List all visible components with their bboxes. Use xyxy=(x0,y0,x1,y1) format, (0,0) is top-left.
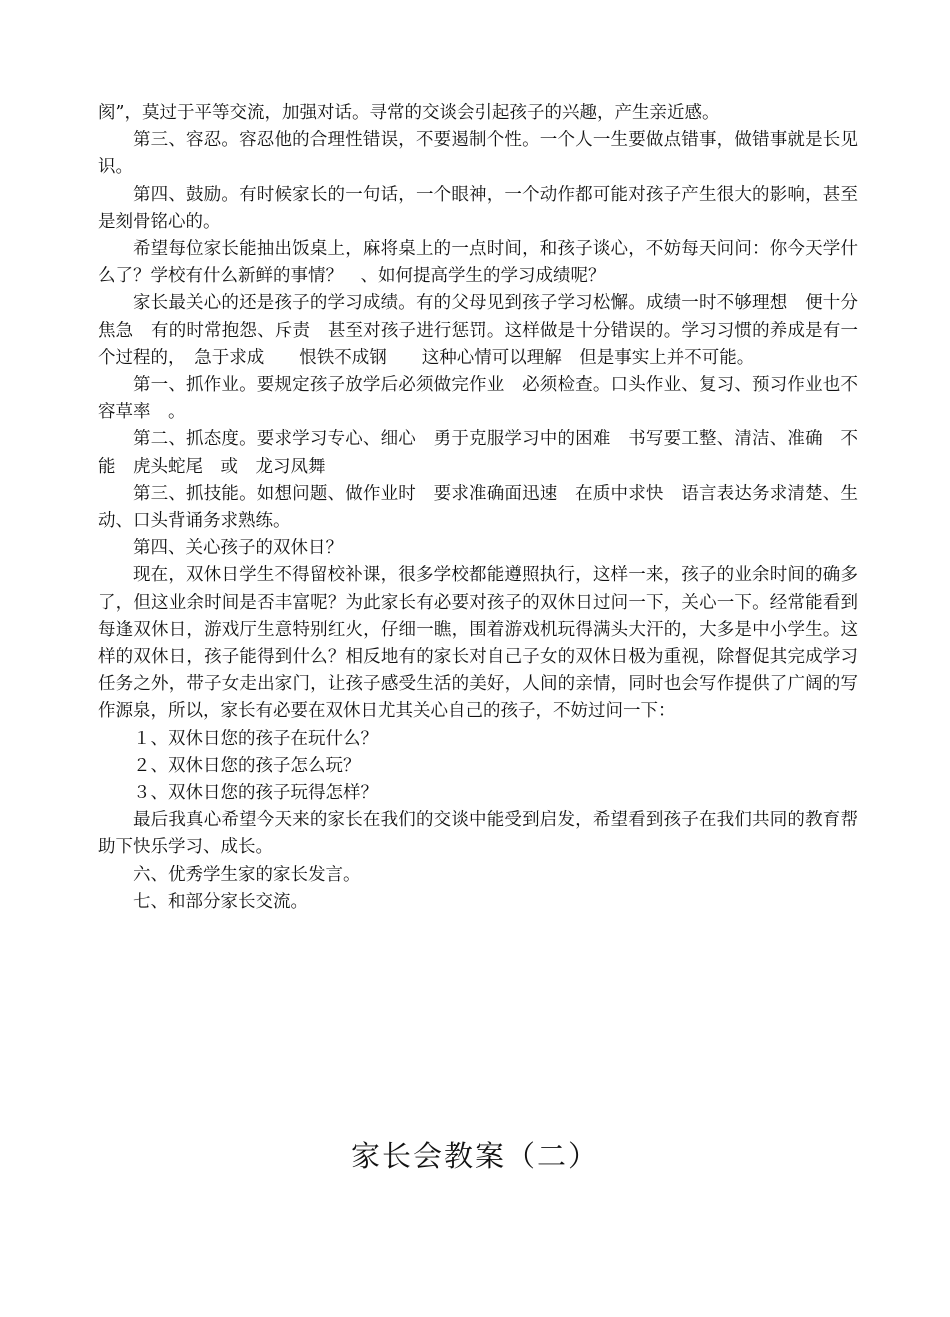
list-item-1: １、双休日您的孩子在玩什么？ xyxy=(133,728,378,749)
section-seven: 七、和部分家长交流。 xyxy=(133,891,308,912)
paragraph-7: 第二、抓态度。要求学习专心、细心 勇于克服学习中的困难 书写要工整、清洁、准确 不能 虎头蛇尾 或 龙习凤舞 xyxy=(98,429,858,477)
paragraph-10: 现在，双休日学生不得留校补课，很多学校都能遵照执行，这样一来，孩子的业余时间的确多了，但这业余时间是否丰富呢？为此家长有必要对孩子的双休日过问一下，关心一下。经常能看到每逢双休日，游戏厅生意特别红火，仔细一瞧，围着游戏机玩得满头大汗的，大多是中小学生。这样的双休日，孩子能得到什么？相反地有的家长对自己子女的双休日极为重视，除督促其完成学习任务之外，带子女走出家门，让孩子感受生活的美好，人间的亲情，同时也会写作提供了广阔的写作源泉，所以，家长有必要在双休日尤其关心自己的孩子，不妨过问一下： xyxy=(98,565,858,722)
paragraph-5: 家长最关心的还是孩子的学习成绩。有的父母见到孩子学习松懈。成绩一时不够理想 便十分焦急 有的时常抱怨、斥责 甚至对孩子进行惩罚。这样做是十分错误的。学习习惯的养成是有一个过程的， 急于求成 恨铁不成钢 这种心情可以理解 但是事实上并不可能。 xyxy=(98,293,858,368)
paragraph-4: 希望每位家长能抽出饭桌上，麻将桌上的一点时间，和孩子谈心，不妨每天问问：你今天学什么了？学校有什么新鲜的事情？ 、如何提高学生的学习成绩呢？ xyxy=(98,239,858,287)
list-item-3: ３、双休日您的孩子玩得怎样？ xyxy=(133,783,378,804)
paragraph-2: 第三、容忍。容忍他的合理性错误，不要遏制个性。一个人一生要做点错事，做错事就是长见识。 xyxy=(98,130,858,178)
list-item-2: ２、双休日您的孩子怎么玩？ xyxy=(133,755,361,776)
paragraph-6: 第一、抓作业。要规定孩子放学后必须做完作业 必须检查。口头作业、复习、预习作业也不容草率 。 xyxy=(98,375,858,423)
body-text xyxy=(98,100,858,916)
paragraph-closing: 最后我真心希望今天来的家长在我们的交谈中能受到启发，希望看到孩子在我们共同的教育帮助下快乐学习、成长。 xyxy=(98,810,858,858)
section-six: 六、优秀学生家的家长发言。 xyxy=(133,864,361,885)
paragraph-8: 第三、抓技能。如想问题、做作业时 要求准确面迅速 在质中求快 语言表达务求清楚、生动、口头背诵务求熟练。 xyxy=(98,483,858,532)
paragraph-9: 第四、关心孩子的双休日？ xyxy=(133,538,343,559)
paragraph-3: 第四、鼓励。有时候家长的一句话，一个眼神，一个动作都可能对孩子产生很大的影响，甚至是刻骨铭心的。 xyxy=(98,184,858,232)
document-title: 家长会教案（二） xyxy=(350,1139,599,1173)
paragraph-1: 阂”，莫过于平等交流，加强对话。寻常的交谈会引起孩子的兴趣，产生亲近感。 xyxy=(98,103,720,123)
